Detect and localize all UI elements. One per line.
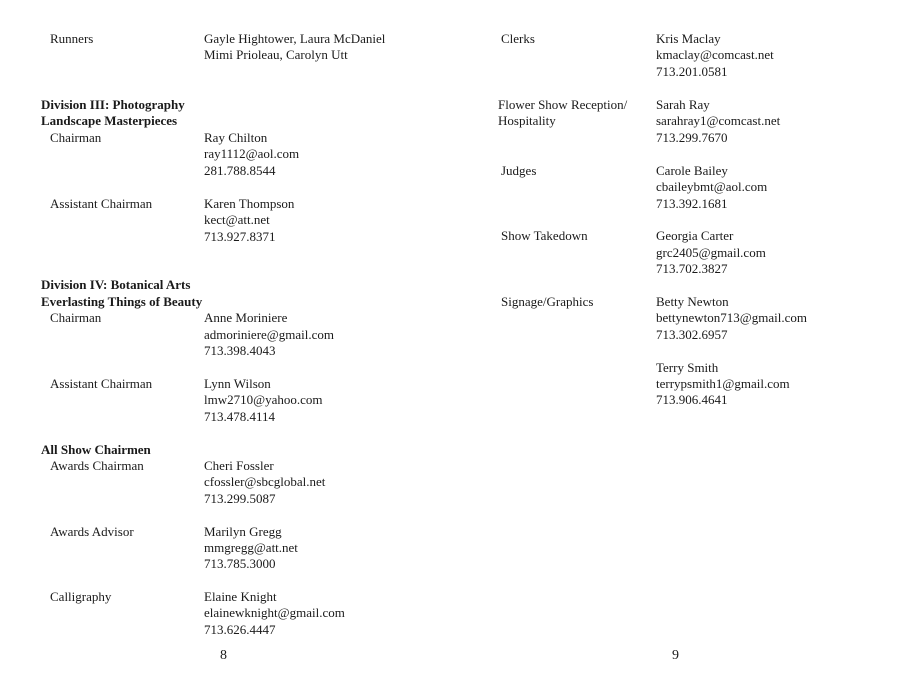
awards-advisor-name: Marilyn Gregg [204, 524, 282, 539]
all-show-chairmen-heading: All Show Chairmen [41, 442, 151, 457]
page-number: 9 [672, 648, 679, 663]
div4-chairman-phone: 713.398.4043 [204, 343, 276, 358]
div3-assistant-name: Karen Thompson [204, 196, 295, 211]
div3-assistant-email: kect@att.net [204, 212, 270, 227]
div3-chairman-phone: 281.788.8544 [204, 163, 276, 178]
takedown-label: Show Takedown [501, 228, 588, 243]
div3-assistant-label: Assistant Chairman [50, 196, 153, 211]
div4-assistant-label: Assistant Chairman [50, 376, 153, 391]
awards-chairman-email: cfossler@sbcglobal.net [204, 474, 326, 489]
clerks-label: Clerks [501, 31, 535, 46]
div3-chairman-name: Ray Chilton [204, 130, 268, 145]
takedown-email: grc2405@gmail.com [656, 245, 766, 260]
div3-chairman-email: ray1112@aol.com [204, 146, 300, 161]
signage2-email: terrypsmith1@gmail.com [656, 376, 790, 391]
reception-label-line1: Flower Show Reception/ [498, 97, 628, 112]
div4-chairman-email: admoriniere@gmail.com [204, 327, 335, 342]
awards-chairman-label: Awards Chairman [50, 458, 144, 473]
calligraphy-phone: 713.626.4447 [204, 622, 276, 637]
right-page [450, 0, 900, 685]
div4-assistant-name: Lynn Wilson [204, 376, 271, 391]
reception-label-line2: Hospitality [498, 113, 556, 128]
div4-chairman-name: Anne Moriniere [204, 310, 288, 325]
awards-advisor-phone: 713.785.3000 [204, 556, 276, 571]
signage-phone: 713.302.6957 [656, 327, 728, 342]
page-number: 8 [220, 648, 227, 663]
clerks-phone: 713.201.0581 [656, 64, 728, 79]
reception-email: sarahray1@comcast.net [656, 113, 781, 128]
judges-label: Judges [501, 163, 537, 178]
judges-phone: 713.392.1681 [656, 196, 728, 211]
div4-assistant-phone: 713.478.4114 [204, 409, 276, 424]
clerks-name: Kris Maclay [656, 31, 721, 46]
division-iv-heading: Division IV: Botanical Arts [41, 277, 191, 292]
reception-phone: 713.299.7670 [656, 130, 728, 145]
takedown-name: Georgia Carter [656, 228, 734, 243]
runners-label: Runners [50, 31, 94, 46]
signage-name: Betty Newton [656, 294, 729, 309]
runners-names-line2: Mimi Prioleau, Carolyn Utt [204, 47, 348, 62]
judges-name: Carole Bailey [656, 163, 728, 178]
awards-advisor-label: Awards Advisor [50, 524, 134, 539]
div4-assistant-email: lmw2710@yahoo.com [204, 392, 323, 407]
signage2-phone: 713.906.4641 [656, 392, 728, 407]
signage2-name: Terry Smith [656, 360, 719, 375]
signage-label: Signage/Graphics [501, 294, 594, 309]
reception-name: Sarah Ray [656, 97, 710, 112]
division-iii-subheading: Landscape Masterpieces [41, 113, 178, 128]
div3-assistant-phone: 713.927.8371 [204, 229, 276, 244]
awards-chairman-name: Cheri Fossler [204, 458, 274, 473]
div3-chairman-label: Chairman [50, 130, 102, 145]
calligraphy-name: Elaine Knight [204, 589, 277, 604]
calligraphy-email: elainewknight@gmail.com [204, 605, 345, 620]
judges-email: cbaileybmt@aol.com [656, 179, 768, 194]
runners-names-line1: Gayle Hightower, Laura McDaniel [204, 31, 386, 46]
calligraphy-label: Calligraphy [50, 589, 112, 604]
div4-chairman-label: Chairman [50, 310, 102, 325]
division-iv-subheading: Everlasting Things of Beauty [41, 294, 203, 309]
signage-email: bettynewton713@gmail.com [656, 310, 807, 325]
takedown-phone: 713.702.3827 [656, 261, 728, 276]
awards-advisor-email: mmgregg@att.net [204, 540, 298, 555]
division-iii-heading: Division III: Photography [41, 97, 185, 112]
clerks-email: kmaclay@comcast.net [656, 47, 774, 62]
awards-chairman-phone: 713.299.5087 [204, 491, 276, 506]
